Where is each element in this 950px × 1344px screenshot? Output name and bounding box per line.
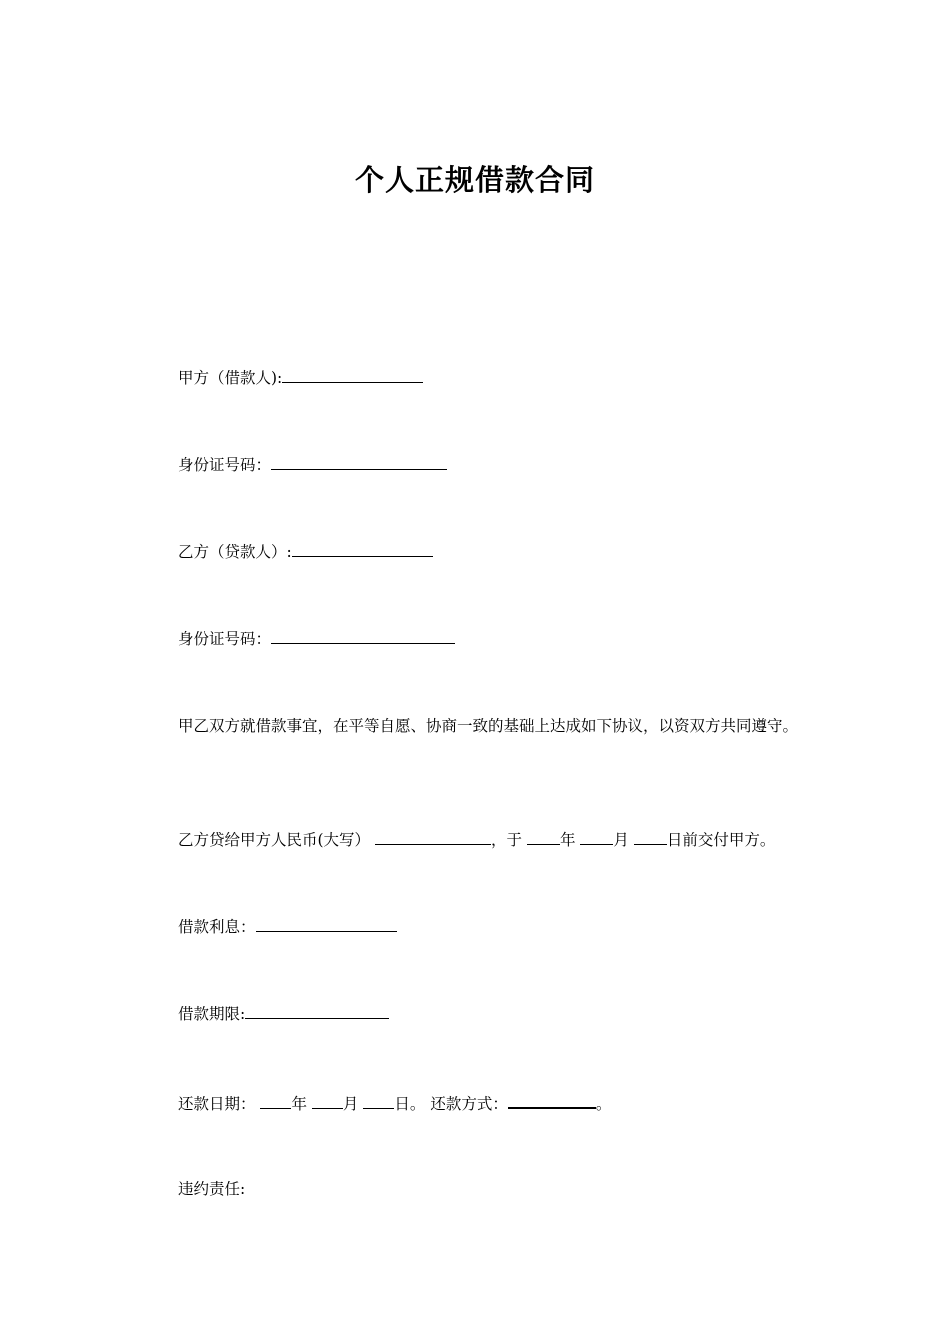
term-line xyxy=(178,1003,389,1025)
loan-year-blank[interactable] xyxy=(527,829,560,845)
repayment-line xyxy=(178,1092,611,1115)
repay-end: 。 xyxy=(595,1095,612,1113)
loan-amount-prefix: 乙方贷给甲方人民币(大写） xyxy=(178,831,371,849)
party-b-id-blank[interactable] xyxy=(271,628,455,644)
interest-label: 借款利息： xyxy=(178,918,256,936)
repay-month-label: 月 xyxy=(342,1095,359,1113)
party-b-line xyxy=(178,541,433,563)
party-b-id-label: 身份证号码： xyxy=(178,630,272,648)
repay-method-blank[interactable] xyxy=(508,1092,596,1109)
party-b-id-line xyxy=(178,628,455,650)
repay-year-blank[interactable] xyxy=(260,1093,291,1109)
party-a-id-blank[interactable] xyxy=(271,454,447,470)
loan-amount-comma: ，于 xyxy=(491,831,523,849)
party-a-id-line xyxy=(178,454,447,476)
repay-day-blank[interactable] xyxy=(363,1093,394,1109)
repay-year-label: 年 xyxy=(291,1095,307,1113)
breach-label: 违约责任: xyxy=(178,1180,246,1198)
party-b-label: 乙方（贷款人）: xyxy=(178,543,292,561)
party-b-blank[interactable] xyxy=(292,541,433,557)
party-a-blank[interactable] xyxy=(282,367,423,383)
party-a-label: 甲方（借款人): xyxy=(178,369,283,387)
document-title: 个人正规借款合同 xyxy=(354,163,595,197)
repay-month-blank[interactable] xyxy=(312,1093,343,1109)
interest-blank[interactable] xyxy=(256,916,397,932)
interest-line xyxy=(178,916,397,938)
breach-line xyxy=(178,1178,245,1200)
loan-day-suffix: 日前交付甲方。 xyxy=(666,831,776,849)
loan-amount-line xyxy=(178,829,775,851)
agreement-paragraph: 甲乙双方就借款事宜，在平等自愿、协商一致的基础上达成如下协议，以资双方共同遵守。 xyxy=(178,717,799,735)
loan-amount-blank[interactable] xyxy=(375,829,491,845)
term-blank[interactable] xyxy=(245,1003,389,1019)
party-a-id-label: 身份证号码： xyxy=(178,456,272,474)
party-a-line xyxy=(178,367,423,389)
loan-month-blank[interactable] xyxy=(580,829,613,845)
loan-day-blank[interactable] xyxy=(634,829,667,845)
term-label: 借款期限: xyxy=(178,1005,246,1023)
loan-month-label: 月 xyxy=(613,831,629,849)
repayment-label: 还款日期： xyxy=(178,1095,256,1113)
repay-day-label: 日。 xyxy=(394,1095,426,1113)
loan-year-label: 年 xyxy=(559,831,576,849)
repay-method-label: 还款方式： xyxy=(430,1095,508,1113)
